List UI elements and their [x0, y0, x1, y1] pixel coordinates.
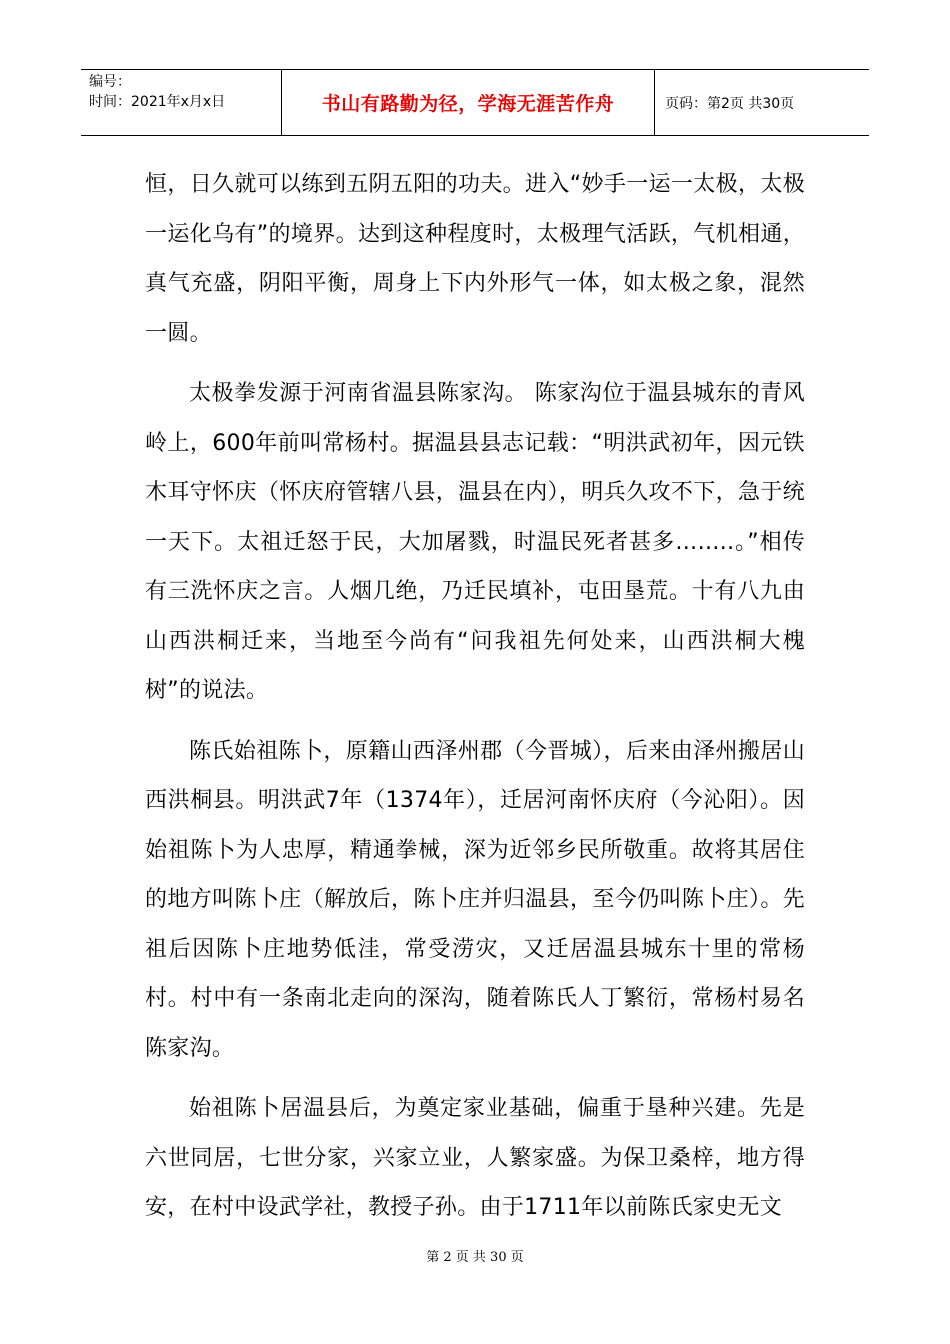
- paragraph: 陈氏始祖陈卜，原籍山西泽州郡（今晋城），后来由泽州搬居山西洪桐县。明洪武7年（1374年），迁居河南怀庆府（今沁阳）。因始祖陈卜为人忠厚，精通拳械，深为近邻乡民所敬重。故将其居住的地方叫陈卜庄（解放后，陈卜庄并归温县，至今仍叫陈卜庄）。先祖后因陈卜庄地势低洼，常受涝灾，又迁居温县城东十里的常杨村。村中有一条南北走向的深沟，随着陈氏人丁繁衍，常杨村易名陈家沟。: [145, 738, 805, 1061]
- time-label: 时间：2021年x月x日: [89, 94, 226, 110]
- paragraph: 始祖陈卜居温县后，为奠定家业基础，偏重于垦种兴建。先是六世同居，七世分家，兴家立业，人繁家盛。为保卫桑梓，地方得安，在村中设武学社，教授子孙。由于1711年以前陈氏家史无文: [145, 1096, 805, 1220]
- document-body: [145, 160, 805, 1233]
- page-code-text: 页码：第2页 共30页: [665, 95, 795, 112]
- header-page-code: [655, 70, 869, 135]
- footer-page-number: 第 2 页 共 30 页: [426, 1250, 524, 1265]
- number-label: 编号：: [89, 74, 131, 90]
- header-motto: [282, 70, 655, 135]
- page-header: [81, 69, 869, 136]
- page-footer: [0, 1246, 950, 1265]
- motto-text: 书山有路勤为径，学海无涯苦作舟: [321, 93, 615, 115]
- paragraph: 恒，日久就可以练到五阴五阳的功夫。进入“妙手一运一太极，太极一运化乌有”的境界。达到这种程度时，太极理气活跃，气机相通，真气充盛，阴阳平衡，周身上下内外形气一体，如太极之象，混然一圆。: [145, 172, 805, 346]
- header-meta: [81, 70, 282, 135]
- paragraph: 太极拳发源于河南省温县陈家沟。 陈家沟位于温县城东的青风岭上，600年前叫常杨村。据温县县志记载：“明洪武初年，因元铁木耳守怀庆（怀庆府管辖八县，温县在内），明兵久攻不下，急于统一天下。太祖迁怒于民，大加屠戮，时温民死者甚多……..。”相传有三洗怀庆之言。人烟几绝，乃迁民填补，屯田垦荒。十有八九由山西洪桐迁来，当地至今尚有“问我祖先何处来，山西洪桐大槐树”的说法。: [145, 381, 805, 703]
